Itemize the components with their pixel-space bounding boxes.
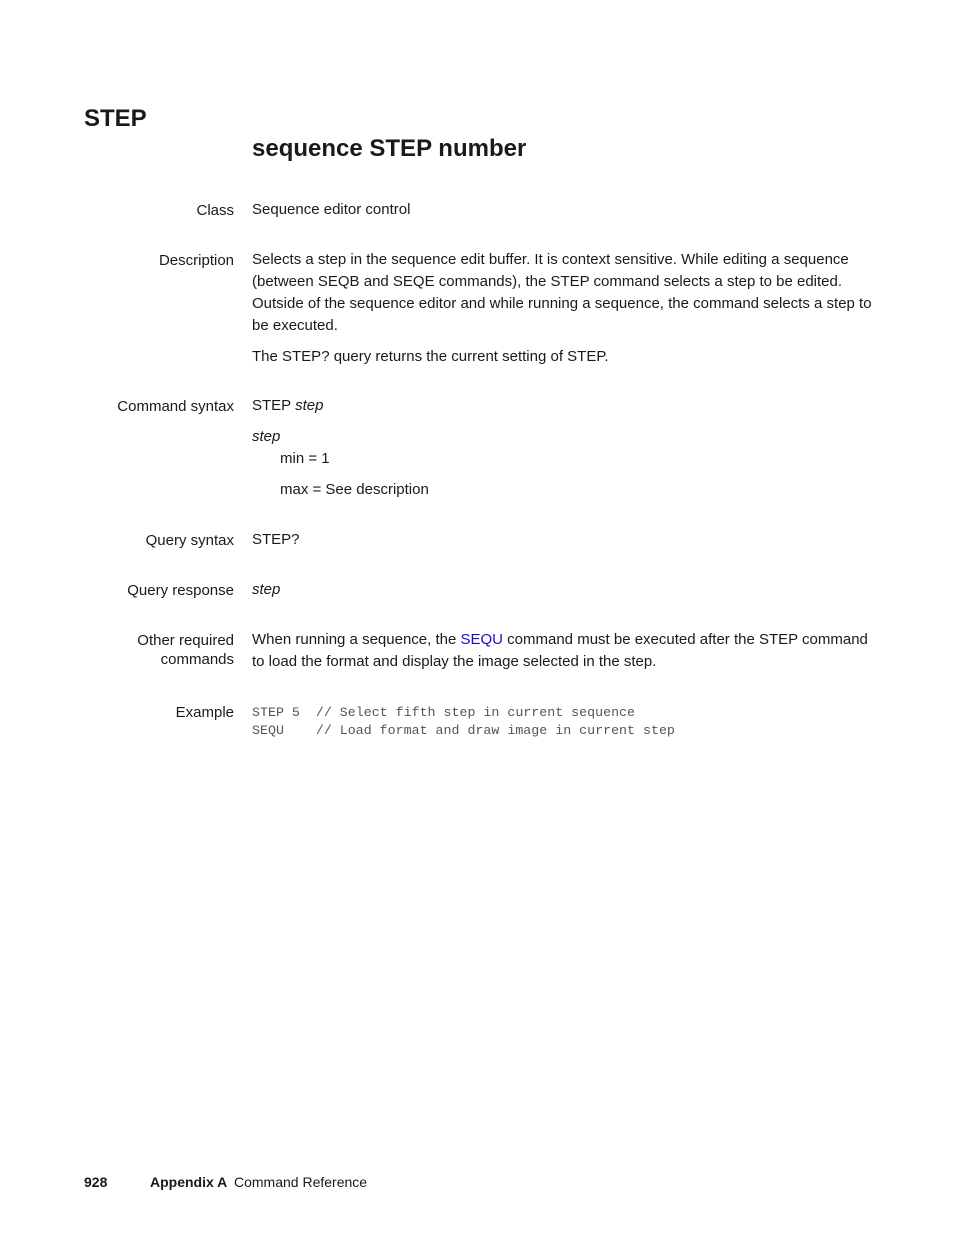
footer-appendix: Appendix A xyxy=(150,1174,228,1190)
query-response-param: step xyxy=(252,581,281,598)
command-syntax-value xyxy=(252,395,872,501)
example-line-2: SEQU // Load format and draw image in current step xyxy=(252,723,675,738)
syntax-line xyxy=(252,395,872,417)
class-value: Sequence editor control xyxy=(252,201,411,218)
example-label: Example xyxy=(175,704,234,721)
example-line-1: STEP 5 // Select fifth step in current sequence xyxy=(252,705,636,720)
class-label: Class xyxy=(196,202,234,219)
query-response-label: Query response xyxy=(127,582,234,599)
description-value xyxy=(252,249,872,368)
param-max: max = See description xyxy=(280,481,429,498)
param-block xyxy=(252,426,872,470)
other-required-value xyxy=(252,629,872,673)
sequ-link[interactable]: SEQU xyxy=(460,631,503,648)
command-title: sequence STEP number xyxy=(252,135,527,162)
other-required-text-before: When running a sequence, the xyxy=(252,631,461,648)
description-query-note: The STEP? query returns the current setting of STEP. xyxy=(252,348,609,365)
other-required-text-after: command must be executed after the STEP command to load the format and display the image selected in the step. xyxy=(252,631,868,670)
command-name: STEP xyxy=(84,105,147,132)
example-code xyxy=(252,704,872,740)
description-paragraph: Selects a step in the sequence edit buffer. It is context sensitive. While editing a sequence (between SEQB and SEQE commands), the STEP command selects a step to be edited. Outside of the sequence editor and while running a sequence, the command selects a step to be executed. xyxy=(252,251,872,334)
other-required-label-line1: Other required xyxy=(137,632,234,649)
description-label: Description xyxy=(158,252,234,269)
syntax-param: step xyxy=(295,397,324,414)
other-required-label xyxy=(137,631,234,669)
other-required-label-line2: commands xyxy=(160,651,234,668)
query-response-value xyxy=(252,579,872,601)
footer-section: Command Reference xyxy=(234,1174,368,1190)
param-name: step xyxy=(252,428,281,445)
query-syntax-label: Query syntax xyxy=(145,532,234,549)
syntax-command: STEP xyxy=(252,397,291,414)
param-min: min = 1 xyxy=(280,450,330,467)
query-syntax-value: STEP? xyxy=(252,531,300,548)
command-syntax-label: Command syntax xyxy=(117,398,234,415)
page-number: 928 xyxy=(84,1174,108,1190)
